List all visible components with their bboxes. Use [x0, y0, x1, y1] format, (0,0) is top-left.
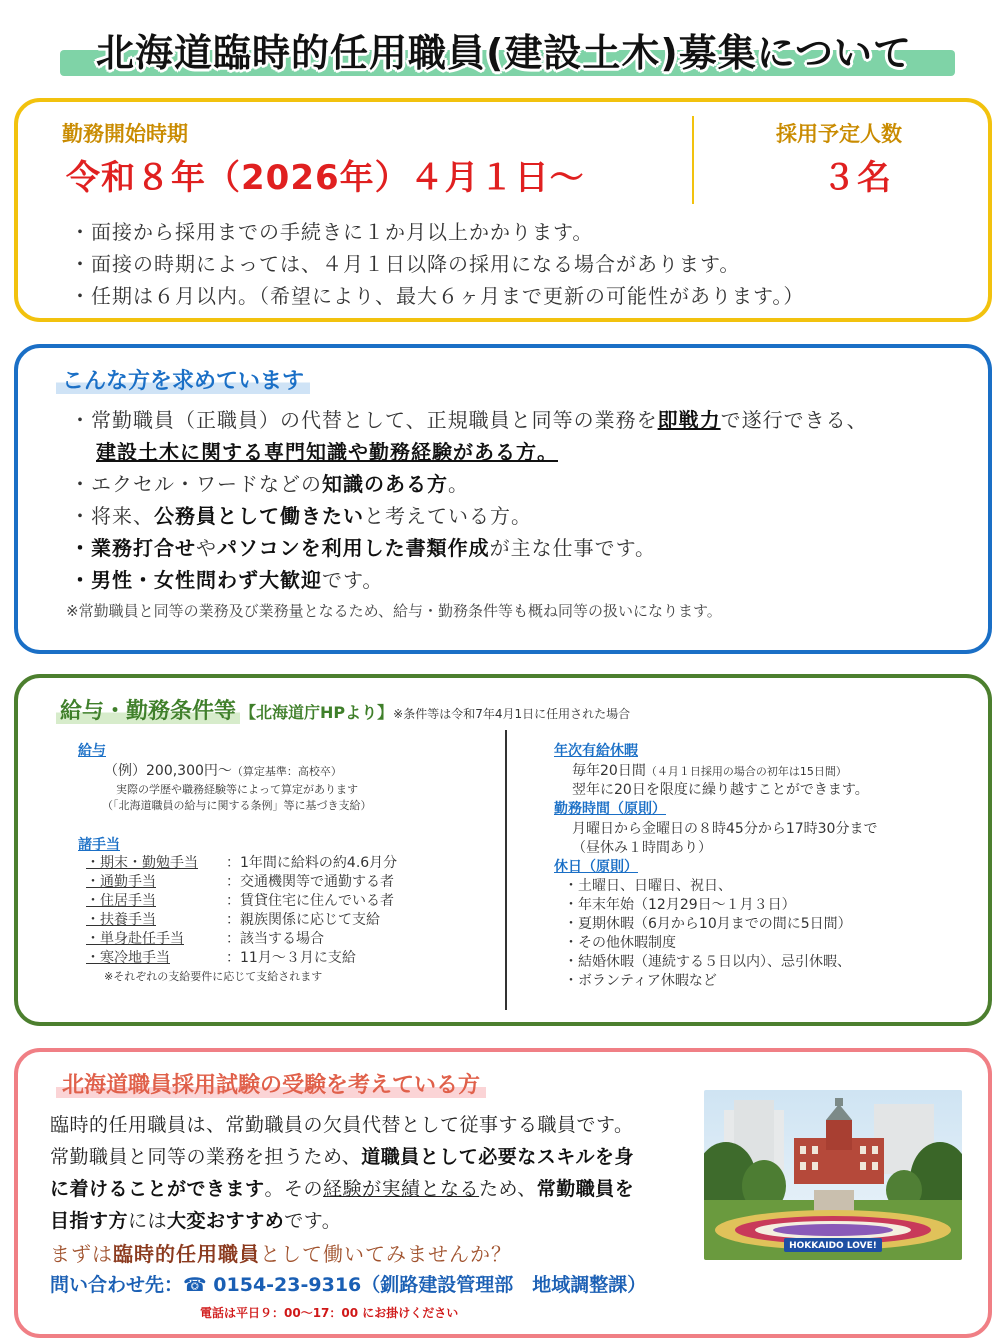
allowances-list: [86, 852, 397, 966]
contact-info: 問い合わせ先：☎ 0154-23-9316（釧路建設管理部 地域調整課）: [50, 1274, 647, 1296]
photo-sign-text: HOKKAIDO LOVE!: [789, 1241, 877, 1251]
allowance-row: ・寒冷地手当 ：11月～３月に支給: [86, 950, 356, 966]
seeking-item-2: ・エクセル・ワードなどの知識のある方。: [70, 472, 469, 496]
holiday-item: ・その他休暇制度: [564, 935, 676, 951]
seeking-item-3: ・将来、公務員として働きたいと考えている方。: [70, 504, 532, 528]
allowance-row: ・扶養手当 ：親族関係に応じて支給: [86, 912, 380, 928]
holiday-item: ・ボランティア休暇など: [564, 973, 717, 989]
holiday-item: ・夏期休暇（6月から10月までの間に5日間）: [564, 916, 852, 932]
page-title: 北海道臨時的任用職員(建設土木)募集について: [96, 31, 912, 75]
start-note-1: ・面接から採用までの手続きに１か月以上かかります。: [70, 220, 594, 244]
start-note-2: ・面接の時期によっては、４月１日以降の採用になる場合があります。: [70, 252, 741, 276]
allowances-label: 諸手当: [78, 837, 120, 853]
allowance-row: ・通勤手当 ：交通機関等で通勤する者: [86, 874, 394, 890]
seeking-item-4: ・業務打合せやパソコンを利用した書類作成が主な仕事です。: [70, 536, 657, 560]
start-date-value: 令和８年（2026年）４月１日～: [66, 158, 585, 198]
hokkaido-government-building-photo: [704, 1090, 962, 1260]
conditions-heading: 給与・勤務条件等 【北海道庁HPより】※条件等は令和7年4月1日に任用された場合: [56, 694, 630, 725]
exam-heading: 北海道職員採用試験の受験を考えている方: [56, 1068, 486, 1099]
allowances-note: ※それぞれの支給要件に応じて支給されます: [104, 970, 323, 983]
start-date-label: 勤務開始時期: [62, 122, 188, 146]
salary-note-1: 実際の学歴や職務経験等によって算定があります: [116, 783, 358, 796]
leave-label: 年次有給休暇: [554, 743, 638, 759]
exam-p1: 臨時的任用職員は、常勤職員の欠員代替として従事する職員です。: [50, 1114, 634, 1136]
allowance-row: ・住居手当 ：賃貸住宅に住んでいる者: [86, 893, 394, 909]
seeking-item-5: ・男性・女性問わず大歓迎です。: [70, 568, 384, 592]
allowance-row: ・単身赴任手当 ：該当する場合: [86, 931, 324, 947]
leave-2: 翌年に20日を限度に繰り越すことができます。: [572, 782, 869, 798]
hours-1: 月曜日から金曜日の８時45分から17時30分まで: [572, 821, 878, 837]
hours-label: 勤務時間（原則）: [554, 801, 666, 817]
holidays-list: [564, 875, 852, 989]
leave-1: 毎年20日間（４月１日採用の場合の初年は15日間）: [572, 763, 847, 779]
start-note-3: ・任期は６月以内。（希望により、最大６ヶ月まで更新の可能性があります。）: [70, 284, 805, 308]
divider: [692, 116, 694, 204]
hours-2: （昼休み１時間あり）: [572, 840, 712, 856]
holidays-label: 休日（原則）: [554, 859, 638, 875]
holiday-item: ・結婚休暇（連続する５日以内）、忌引休暇、: [564, 954, 851, 970]
headcount-value: ３名: [822, 158, 892, 198]
exam-p2: 常勤職員と同等の業務を担うため、道職員として必要なスキルを身: [50, 1146, 635, 1168]
headcount-label: 採用予定人数: [776, 122, 902, 146]
holiday-item: ・年末年始（12月29日～１月３日）: [564, 897, 796, 913]
exam-p3: に着けることができます。その経験が実績となるため、常勤職員を: [50, 1178, 635, 1200]
conditions-divider: [505, 730, 507, 1010]
holiday-item: ・土曜日、日曜日、祝日、: [564, 878, 732, 894]
exam-p4: 目指す方には大変おすすめです。: [50, 1210, 342, 1232]
allowance-row: ・期末・勤勉手当 ：1年間に給料の約4.6月分: [86, 855, 398, 871]
contact-hours-note: 電話は平日９：00～17：00 にお掛けください: [200, 1306, 459, 1320]
seeking-note: ※常勤職員と同等の業務及び業務量となるため、給与・勤務条件等も概ね同等の扱いになります。: [66, 602, 722, 620]
exam-invite: まずは臨時的任用職員として働いてみませんか？: [50, 1242, 512, 1266]
salary-value: （例）200,300円～（算定基準：高校卒）: [104, 763, 342, 779]
seeking-heading: こんな方を求めています: [56, 364, 310, 395]
salary-label: 給与: [78, 743, 106, 759]
seeking-item-1-cont: 建設土木に関する専門知識や勤務経験がある方。: [96, 440, 558, 464]
salary-note-2: （「北海道職員の給与に関する条例」等に基づき支給）: [102, 799, 372, 812]
seeking-item-1: ・常勤職員（正職員）の代替として、正規職員と同等の業務を即戦力で遂行できる、: [70, 408, 868, 432]
